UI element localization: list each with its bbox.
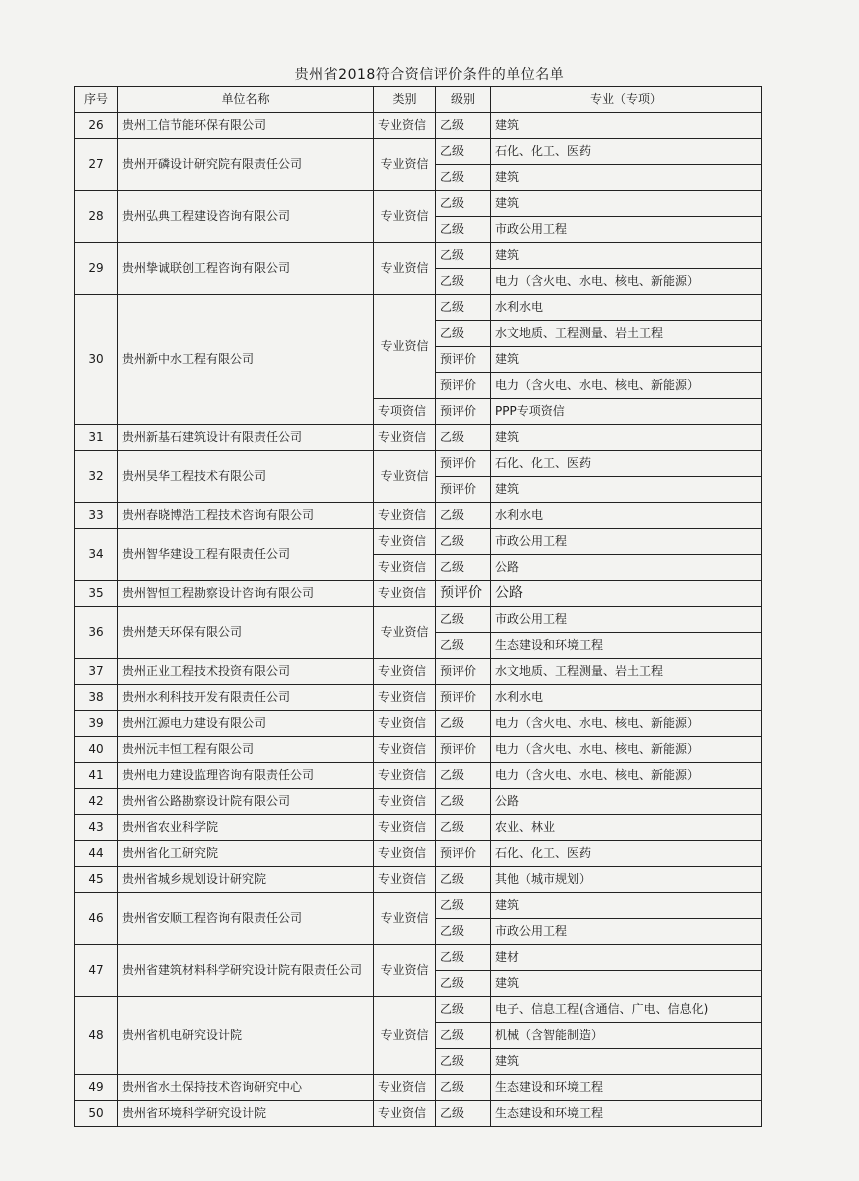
table-row xyxy=(75,685,762,711)
row-spec: 建筑 xyxy=(491,893,762,919)
row-spec: 机械（含智能制造） xyxy=(491,1023,762,1049)
table-row xyxy=(75,711,762,737)
row-seq: 47 xyxy=(75,945,118,997)
row-spec: 生态建设和环境工程 xyxy=(491,1101,762,1127)
table-row xyxy=(75,607,762,633)
table-row xyxy=(75,243,762,269)
row-level: 乙级 xyxy=(436,1049,491,1075)
row-type: 专业资信 xyxy=(374,893,436,945)
row-seq: 39 xyxy=(75,711,118,737)
row-level: 预评价 xyxy=(436,737,491,763)
row-unit-name: 贵州省农业科学院 xyxy=(118,815,374,841)
row-unit-name: 贵州智华建设工程有限责任公司 xyxy=(118,529,374,581)
row-level: 预评价 xyxy=(436,477,491,503)
row-type: 专业资信 xyxy=(374,243,436,295)
table-row xyxy=(75,945,762,971)
row-unit-name: 贵州开磷设计研究院有限责任公司 xyxy=(118,139,374,191)
row-type: 专业资信 xyxy=(374,425,436,451)
row-level: 乙级 xyxy=(436,1075,491,1101)
row-spec: 水利水电 xyxy=(491,503,762,529)
row-spec: 水利水电 xyxy=(491,685,762,711)
row-level: 乙级 xyxy=(436,243,491,269)
row-unit-name: 贵州弘典工程建设咨询有限公司 xyxy=(118,191,374,243)
table-row xyxy=(75,581,762,607)
row-type: 专业资信 xyxy=(374,451,436,503)
row-seq: 46 xyxy=(75,893,118,945)
row-unit-name: 贵州挚诚联创工程咨询有限公司 xyxy=(118,243,374,295)
row-level: 预评价 xyxy=(436,581,491,607)
table-row xyxy=(75,113,762,139)
row-type: 专业资信 xyxy=(374,1101,436,1127)
row-level: 乙级 xyxy=(436,945,491,971)
row-spec: 公路 xyxy=(491,789,762,815)
row-level: 乙级 xyxy=(436,919,491,945)
row-unit-name: 贵州省安顺工程咨询有限责任公司 xyxy=(118,893,374,945)
row-unit-name: 贵州省机电研究设计院 xyxy=(118,997,374,1075)
row-type: 专项资信 xyxy=(374,399,436,425)
row-unit-name: 贵州正业工程技术投资有限公司 xyxy=(118,659,374,685)
row-unit-name: 贵州新中水工程有限公司 xyxy=(118,295,374,425)
row-type: 专业资信 xyxy=(374,945,436,997)
row-level: 乙级 xyxy=(436,113,491,139)
row-type: 专业资信 xyxy=(374,659,436,685)
row-level: 乙级 xyxy=(436,867,491,893)
row-seq: 48 xyxy=(75,997,118,1075)
row-unit-name: 贵州春晓博浩工程技术咨询有限公司 xyxy=(118,503,374,529)
row-unit-name: 贵州智恒工程勘察设计咨询有限公司 xyxy=(118,581,374,607)
row-seq: 36 xyxy=(75,607,118,659)
row-level: 乙级 xyxy=(436,321,491,347)
row-spec: 市政公用工程 xyxy=(491,919,762,945)
table-row xyxy=(75,1075,762,1101)
row-type: 专业资信 xyxy=(374,1075,436,1101)
row-type: 专业资信 xyxy=(374,581,436,607)
row-level: 乙级 xyxy=(436,425,491,451)
row-spec: 电力（含火电、水电、核电、新能源） xyxy=(491,737,762,763)
row-spec: 石化、化工、医药 xyxy=(491,139,762,165)
row-type: 专业资信 xyxy=(374,815,436,841)
row-seq: 43 xyxy=(75,815,118,841)
row-spec: 建筑 xyxy=(491,425,762,451)
row-level: 乙级 xyxy=(436,139,491,165)
table-row xyxy=(75,789,762,815)
table-row xyxy=(75,295,762,321)
row-unit-name: 贵州省水土保持技术咨询研究中心 xyxy=(118,1075,374,1101)
row-type: 专业资信 xyxy=(374,763,436,789)
row-seq: 31 xyxy=(75,425,118,451)
row-level: 乙级 xyxy=(436,269,491,295)
table-row xyxy=(75,737,762,763)
row-seq: 34 xyxy=(75,529,118,581)
row-type: 专业资信 xyxy=(374,555,436,581)
table-row xyxy=(75,997,762,1023)
row-unit-name: 贵州楚天环保有限公司 xyxy=(118,607,374,659)
row-seq: 26 xyxy=(75,113,118,139)
row-level: 乙级 xyxy=(436,503,491,529)
row-spec: 其他（城市规划） xyxy=(491,867,762,893)
row-seq: 42 xyxy=(75,789,118,815)
table-row xyxy=(75,659,762,685)
header-type: 类别 xyxy=(374,87,436,113)
header-level: 级别 xyxy=(436,87,491,113)
row-unit-name: 贵州省建筑材料科学研究设计院有限责任公司 xyxy=(118,945,374,997)
header-unit: 单位名称 xyxy=(118,87,374,113)
row-unit-name: 贵州江源电力建设有限公司 xyxy=(118,711,374,737)
row-spec: 农业、林业 xyxy=(491,815,762,841)
row-seq: 40 xyxy=(75,737,118,763)
row-unit-name: 贵州昊华工程技术有限公司 xyxy=(118,451,374,503)
row-spec: 市政公用工程 xyxy=(491,607,762,633)
row-level: 乙级 xyxy=(436,711,491,737)
row-type: 专业资信 xyxy=(374,191,436,243)
row-type: 专业资信 xyxy=(374,113,436,139)
row-level: 乙级 xyxy=(436,1023,491,1049)
row-level: 乙级 xyxy=(436,633,491,659)
row-level: 乙级 xyxy=(436,893,491,919)
row-unit-name: 贵州新基石建筑设计有限责任公司 xyxy=(118,425,374,451)
header-spec: 专业（专项） xyxy=(491,87,762,113)
row-seq: 27 xyxy=(75,139,118,191)
row-level: 乙级 xyxy=(436,191,491,217)
row-seq: 41 xyxy=(75,763,118,789)
table-row xyxy=(75,191,762,217)
row-type: 专业资信 xyxy=(374,867,436,893)
row-seq: 32 xyxy=(75,451,118,503)
row-type: 专业资信 xyxy=(374,295,436,399)
row-type: 专业资信 xyxy=(374,711,436,737)
row-seq: 44 xyxy=(75,841,118,867)
row-seq: 28 xyxy=(75,191,118,243)
table-row xyxy=(75,503,762,529)
row-spec: 公路 xyxy=(491,555,762,581)
row-unit-name: 贵州水利科技开发有限责任公司 xyxy=(118,685,374,711)
table-row xyxy=(75,893,762,919)
row-type: 专业资信 xyxy=(374,789,436,815)
row-spec: 水文地质、工程测量、岩土工程 xyxy=(491,321,762,347)
row-spec: 电力（含火电、水电、核电、新能源） xyxy=(491,269,762,295)
table-row xyxy=(75,815,762,841)
row-level: 乙级 xyxy=(436,555,491,581)
row-spec: 市政公用工程 xyxy=(491,217,762,243)
row-level: 预评价 xyxy=(436,685,491,711)
table-row xyxy=(75,867,762,893)
row-seq: 33 xyxy=(75,503,118,529)
row-type: 专业资信 xyxy=(374,607,436,659)
row-spec: 建筑 xyxy=(491,191,762,217)
row-unit-name: 贵州工信节能环保有限公司 xyxy=(118,113,374,139)
table-row xyxy=(75,139,762,165)
row-level: 预评价 xyxy=(436,841,491,867)
row-spec: 建筑 xyxy=(491,477,762,503)
row-spec: 建筑 xyxy=(491,1049,762,1075)
row-spec: PPP专项资信 xyxy=(491,399,762,425)
row-spec: 电力（含火电、水电、核电、新能源） xyxy=(491,763,762,789)
row-level: 乙级 xyxy=(436,607,491,633)
row-level: 乙级 xyxy=(436,815,491,841)
row-unit-name: 贵州电力建设监理咨询有限责任公司 xyxy=(118,763,374,789)
row-seq: 30 xyxy=(75,295,118,425)
page-title: 贵州省2018符合资信评价条件的单位名单 xyxy=(294,67,565,83)
row-type: 专业资信 xyxy=(374,737,436,763)
row-spec: 水文地质、工程测量、岩土工程 xyxy=(491,659,762,685)
row-type: 专业资信 xyxy=(374,685,436,711)
row-unit-name: 贵州省公路勘察设计院有限公司 xyxy=(118,789,374,815)
row-level: 预评价 xyxy=(436,347,491,373)
table-row xyxy=(75,1101,762,1127)
row-type: 专业资信 xyxy=(374,503,436,529)
row-type: 专业资信 xyxy=(374,841,436,867)
unit-list-table xyxy=(74,86,762,1127)
row-spec: 石化、化工、医药 xyxy=(491,841,762,867)
header-seq: 序号 xyxy=(75,87,118,113)
row-spec: 建筑 xyxy=(491,971,762,997)
row-spec: 石化、化工、医药 xyxy=(491,451,762,477)
row-spec: 公路 xyxy=(491,581,762,607)
table-row xyxy=(75,425,762,451)
row-spec: 建筑 xyxy=(491,165,762,191)
row-spec: 电力（含火电、水电、核电、新能源） xyxy=(491,373,762,399)
row-level: 预评价 xyxy=(436,399,491,425)
row-seq: 29 xyxy=(75,243,118,295)
row-spec: 建筑 xyxy=(491,243,762,269)
row-seq: 49 xyxy=(75,1075,118,1101)
row-level: 乙级 xyxy=(436,165,491,191)
row-spec: 水利水电 xyxy=(491,295,762,321)
row-level: 乙级 xyxy=(436,529,491,555)
row-seq: 50 xyxy=(75,1101,118,1127)
row-seq: 45 xyxy=(75,867,118,893)
row-spec: 建筑 xyxy=(491,347,762,373)
row-seq: 35 xyxy=(75,581,118,607)
row-spec: 生态建设和环境工程 xyxy=(491,633,762,659)
row-spec: 生态建设和环境工程 xyxy=(491,1075,762,1101)
row-type: 专业资信 xyxy=(374,139,436,191)
row-seq: 38 xyxy=(75,685,118,711)
row-unit-name: 贵州沅丰恒工程有限公司 xyxy=(118,737,374,763)
row-level: 乙级 xyxy=(436,217,491,243)
row-level: 预评价 xyxy=(436,659,491,685)
row-level: 乙级 xyxy=(436,1101,491,1127)
table-header-row xyxy=(75,87,762,113)
table-row xyxy=(75,529,762,555)
row-unit-name: 贵州省城乡规划设计研究院 xyxy=(118,867,374,893)
row-level: 预评价 xyxy=(436,373,491,399)
table-row xyxy=(75,451,762,477)
row-spec: 电力（含火电、水电、核电、新能源） xyxy=(491,711,762,737)
row-seq: 37 xyxy=(75,659,118,685)
row-type: 专业资信 xyxy=(374,997,436,1075)
row-type: 专业资信 xyxy=(374,529,436,555)
row-spec: 建筑 xyxy=(491,113,762,139)
row-spec: 电子、信息工程(含通信、广电、信息化) xyxy=(491,997,762,1023)
table-body xyxy=(75,113,762,1127)
row-spec: 市政公用工程 xyxy=(491,529,762,555)
row-unit-name: 贵州省环境科学研究设计院 xyxy=(118,1101,374,1127)
row-level: 乙级 xyxy=(436,763,491,789)
table-row xyxy=(75,841,762,867)
row-level: 乙级 xyxy=(436,971,491,997)
row-unit-name: 贵州省化工研究院 xyxy=(118,841,374,867)
row-level: 乙级 xyxy=(436,789,491,815)
row-spec: 建材 xyxy=(491,945,762,971)
table-row xyxy=(75,763,762,789)
row-level: 乙级 xyxy=(436,295,491,321)
row-level: 乙级 xyxy=(436,997,491,1023)
row-level: 预评价 xyxy=(436,451,491,477)
